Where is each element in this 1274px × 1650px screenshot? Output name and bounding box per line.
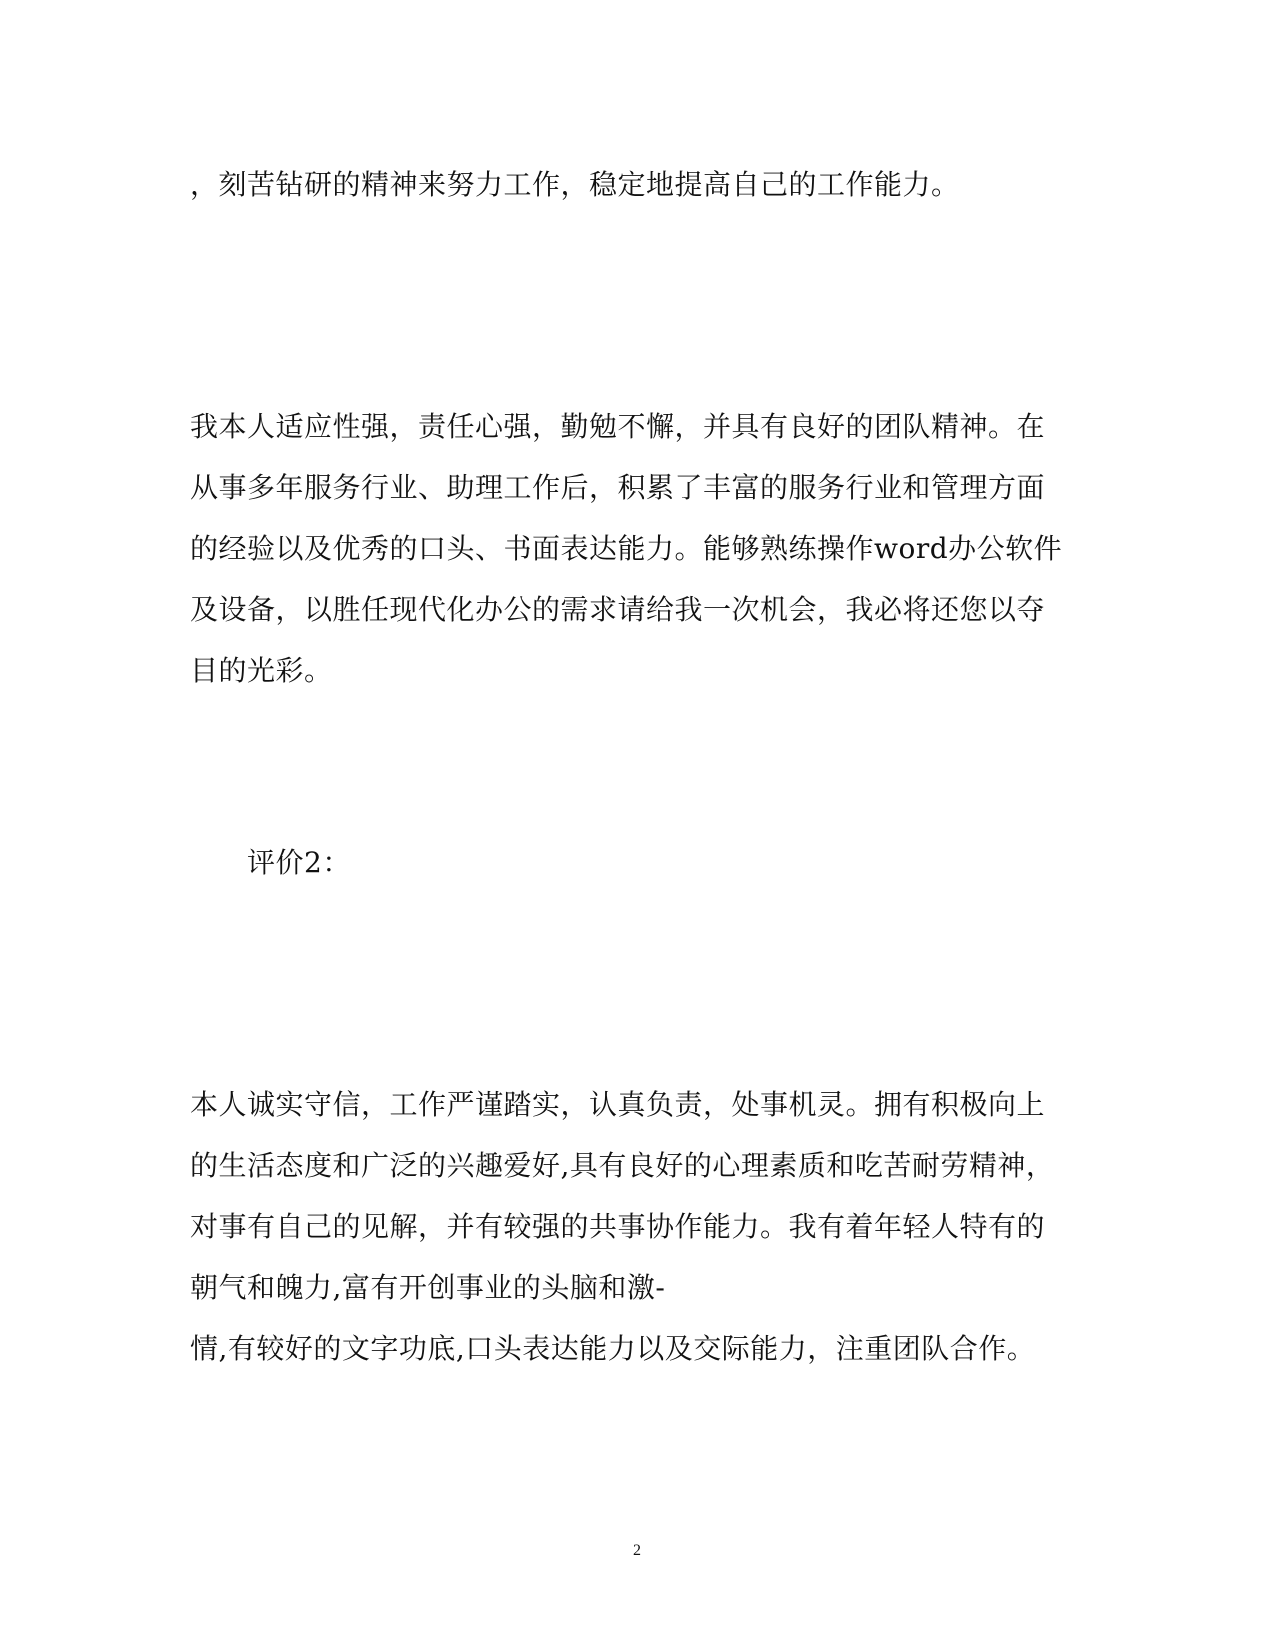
paragraph-2-line-4: 及设备，以胜任现代化办公的需求请给我一次机会，我必将还您以夺 xyxy=(190,593,1046,626)
paragraph-2-line-1: 我本人适应性强，责任心强，勤勉不懈，并具有良好的团队精神。在 xyxy=(190,410,1046,443)
paragraph-3-line-5: 情,有较好的文字功底,口头表达能力以及交际能力，注重团队合作。 xyxy=(190,1332,1036,1365)
paragraph-3-line-1: 本人诚实守信，工作严谨踏实，认真负责，处事机灵。拥有积极向上 xyxy=(190,1088,1046,1121)
paragraph-2-line-2: 从事多年服务行业、助理工作后，积累了丰富的服务行业和管理方面 xyxy=(190,471,1046,504)
paragraph-3-line-3: 对事有自己的见解，并有较强的共事协作能力。我有着年轻人特有的 xyxy=(190,1210,1046,1243)
page-number: 2 xyxy=(633,1542,641,1559)
paragraph-3-line-4: 朝气和魄力,富有开创事业的头脑和激- xyxy=(190,1271,666,1304)
paragraph-1-line-1: ，刻苦钻研的精神来努力工作，稳定地提高自己的工作能力。 xyxy=(190,168,960,201)
section-heading: 评价2： xyxy=(247,846,351,879)
paragraph-2-line-5: 目的光彩。 xyxy=(190,654,333,687)
paragraph-2-line-3: 的经验以及优秀的口头、书面表达能力。能够熟练操作word办公软件 xyxy=(190,532,1063,565)
paragraph-3-line-2: 的生活态度和广泛的兴趣爱好,具有良好的心理素质和吃苦耐劳精神， xyxy=(190,1149,1055,1182)
